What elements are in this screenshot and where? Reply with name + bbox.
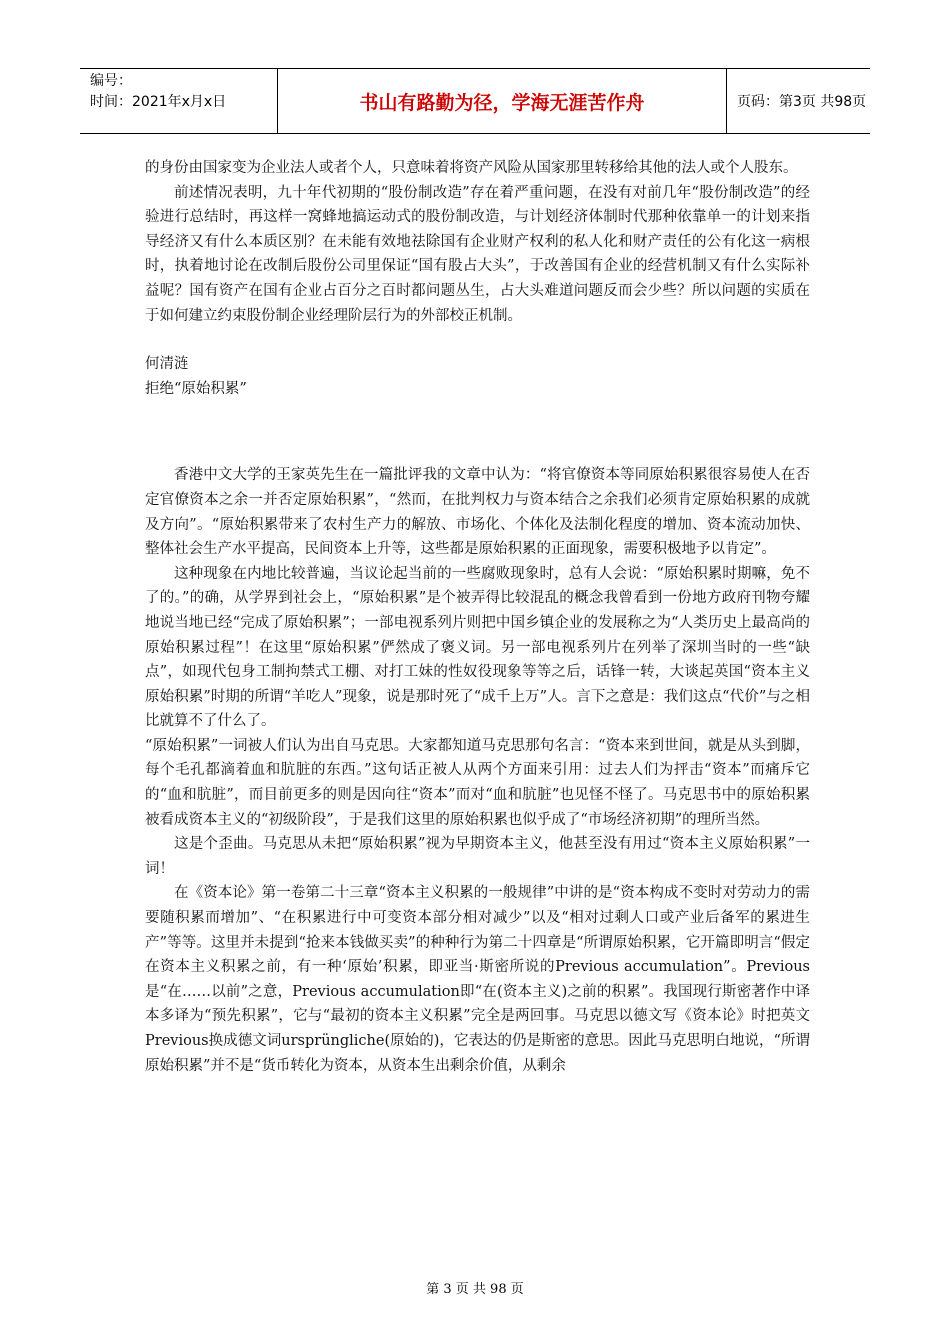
header-page-info: 页码：第3页 共98页 bbox=[737, 94, 867, 110]
page-footer: 第 3 页 共 98 页 bbox=[426, 1282, 524, 1297]
paragraph: 香港中文大学的王家英先生在一篇批评我的文章中认为：“将官僚资本等同原始积累很容易使人在否定官僚资本之余一并否定原始积累”，“然而，在批判权力与资本结合之余我们必须肯定原始积累的成就及方向”。“原始积累带来了农村生产力的解放、市场化、个体化及法制化程度的增加、资本流动加快、整体社会生产水平提高，民间资本上升等，这些都是原始积累的正面现象，需要积极地予以肯定”。 bbox=[145, 467, 810, 558]
paragraph: “原始积累”一词被人们认为出自马克思。大家都知道马克思那句名言：“资本来到世间，就是从头到脚，每个毛孔都滴着血和肮脏的东西。”这句话正被人从两个方面来引用：过去人们为抨击“资本”而痛斥它的“血和肮脏”，而目前更多的则是因向往“资本”而对“血和肮脏”也见怪不怪了。马克思书中的原始积累被看成资本主义的“初级阶段”，于是我们这里的原始积累也似乎成了“市场经济初期”的理所当然。 bbox=[145, 737, 810, 828]
paragraph: 前述情况表明，九十年代初期的“股份制改造”存在着严重问题，在没有对前几年“股份制改造”的经验进行总结时，再这样一窝蜂地搞运动式的股份制改造，与计划经济体制时代那种依靠单一的计划来指导经济又有什么本质区别？在未能有效地祛除国有企业财产权利的私人化和财产责任的公有化这一病根时，执着地讨论在改制后股份公司里保证“国有股占大头”，于改善国有企业的经营机制又有什么实际补益呢？国有资产在国有企业占百分之百时都问题丛生，占大头难道问题反而会少些？所以问题的实质在于如何建立约束股份制企业经理阶层行为的外部校正机制。 bbox=[145, 184, 810, 324]
paragraph: 在《资本论》第一卷第二十三章“资本主义积累的一般规律”中讲的是“资本构成不变时对劳动力的需要随积累而增加”、“在积累进行中可变资本部分相对减少”以及“相对过剩人口或产业后备军的累进生产”等等。这里并未提到“抢来本钱做买卖”的种种行为第二十四章是“所谓原始积累，它开篇即明言“假定在资本主义积累之前，有一种‘原始’积累，即亚当·斯密所说的Previous accumulation”。Previous是“在……以前”之意，Previous accumulation即“在(资本主义)之前的积累”。我国现行斯密著作中译本多译为“预先积累”，它与“最初的资本主义积累”完全是两回事。马克思以德文写《资本论》时把英文Previous换成德文词ursprüngliche(原始的)，它表达的仍是斯密的意思。因此马克思明白地说，“所谓原始积累”并不是“货币转化为资本，从资本生出剩余价值，从剩余 bbox=[145, 885, 810, 1074]
paragraph: 这是个歪曲。马克思从未把“原始积累”视为早期资本主义，他甚至没有用过“资本主义原始积累”一词！ bbox=[145, 836, 810, 877]
document-number-label: 编号： bbox=[90, 73, 132, 89]
paragraph: 这种现象在内地比较普遍，当议论起当前的一些腐败现象时，总有人会说：“原始积累时期嘛，免不了的。”的确，从学界到社会上，“原始积累”是个被弄得比较混乱的概念我曾看到一份地方政府刊物夸耀地说当地已经“完成了原始积累”；一部电视系列片则把中国乡镇企业的发展称之为“人类历史上最高尚的原始积累过程”！在这里“原始积累”俨然成了褒义词。另一部电视系列片在列举了深圳当时的一些“缺点”，如现代包身工制拘禁式工棚、对打工妹的性奴役现象等等之后，话锋一转，大谈起英国“资本主义原始积累”时期的所谓“羊吃人”现象，说是那时死了“成千上万”人。言下之意是：我们这点“代价”与之相比就算不了什么了。 bbox=[145, 565, 810, 730]
header-motto: 书山有路勤为径，学海无涯苦作舟 bbox=[278, 69, 727, 133]
document-body bbox=[145, 156, 810, 1078]
header-meta bbox=[80, 69, 278, 133]
page-header bbox=[80, 68, 870, 134]
document-date-label: 时间：2021年x月x日 bbox=[90, 94, 227, 110]
article-author: 何清涟 bbox=[145, 356, 189, 373]
paragraph: 的身份由国家变为企业法人或者个人，只意味着将资产风险从国家那里转移给其他的法人或个人股东。 bbox=[145, 160, 798, 176]
article-title: 拒绝“原始积累” bbox=[145, 380, 247, 397]
